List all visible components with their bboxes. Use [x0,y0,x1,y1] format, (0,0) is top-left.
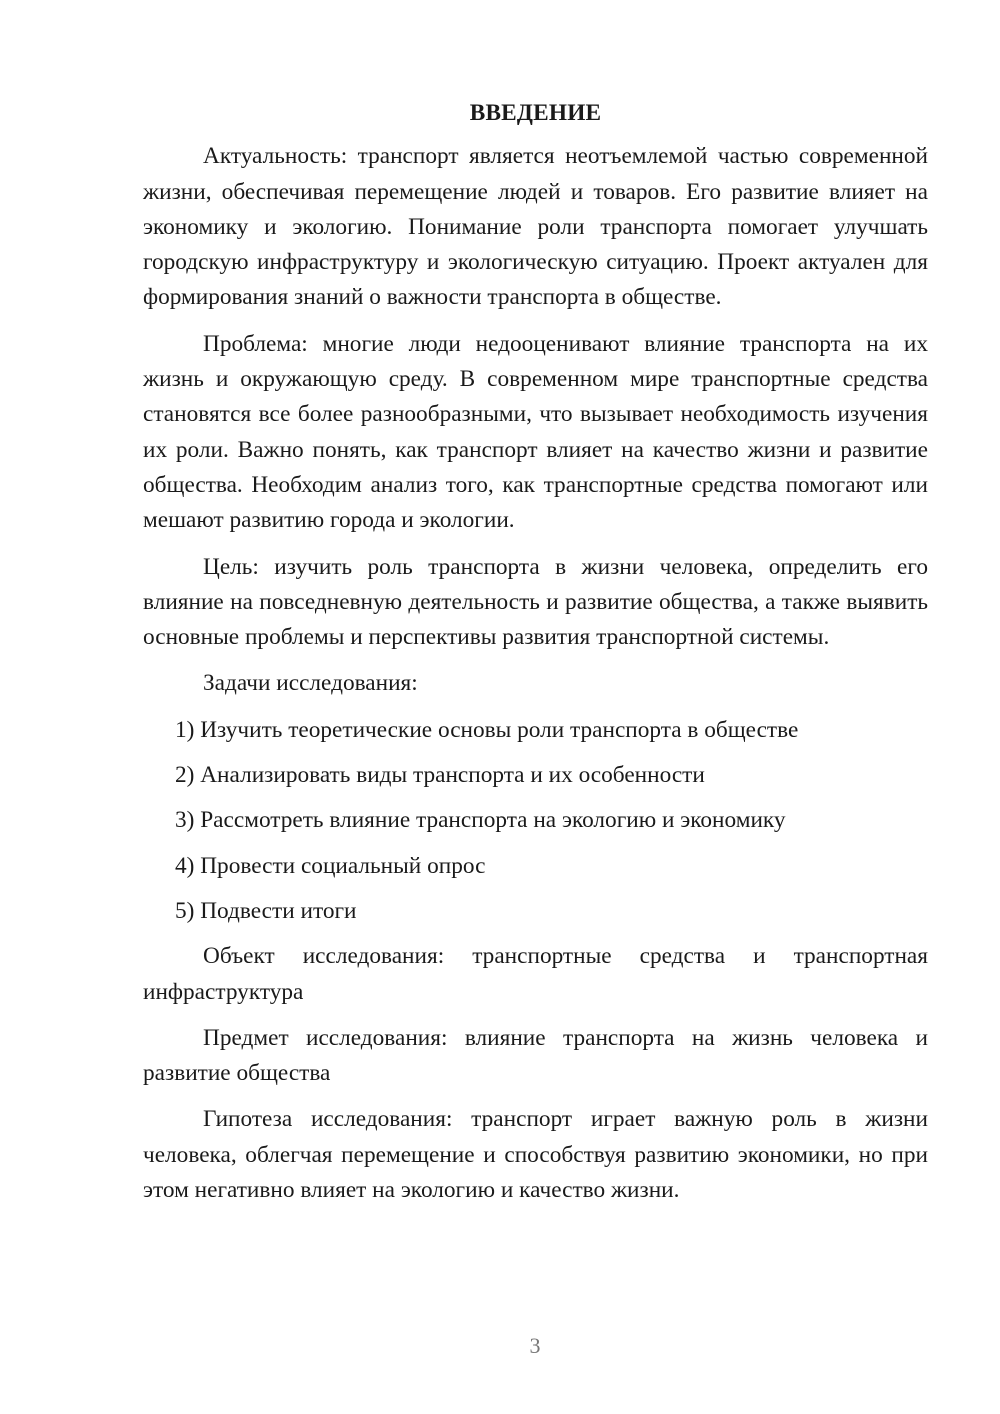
document-page [143,96,928,1219]
goal-paragraph: Цель: изучить роль транспорта в жизни человека, определить его влияние на повседневную деятельность и развитие общества, а также выявить основные проблемы и перспективы развития транспортной системы. [143,553,928,651]
list-item: 1) Изучить теоретические основы роли транспорта в обществе [175,716,799,743]
list-item: 4) Провести социальный опрос [175,852,486,879]
page-number: 3 [529,1333,541,1358]
list-item: 3) Рассмотреть влияние транспорта на экологию и экономику [175,807,786,834]
page-title: ВВЕДЕНИЕ [469,100,602,126]
object-paragraph: Объект исследования: транспортные средства и транспортная инфраструктура [143,943,928,1005]
hypothesis-paragraph: Гипотеза исследования: транспорт играет важную роль в жизни человека, облегчая перемещение и способствуя развитию экономики, но при этом негативно влияет на экологию и качество жизни. [143,1106,928,1204]
problem-paragraph: Проблема: многие люди недооценивают влияние транспорта на их жизнь и окружающую среду. В современном мире транспортные средства становятся все более разнообразными, что вызывает необходимость изучения их роли. Важно понять, как транспорт влияет на качество жизни и развитие общества. Необходим анализ того, как транспортные средства помогают или мешают развитию города и экологии. [143,330,928,534]
tasks-list [143,713,928,929]
list-item: 5) Подвести итоги [175,897,357,924]
tasks-heading: Задачи исследования: [203,670,418,697]
list-item: 2) Анализировать виды транспорта и их особенности [175,762,705,789]
relevance-paragraph: Актуальность: транспорт является неотъемлемой частью современной жизни, обеспечивая перемещение людей и товаров. Его развитие влияет на экономику и экологию. Понимание роли транспорта помогает улучшать городскую инфраструктуру и экологическую ситуацию. Проект актуален для формирования знаний о важности транспорта в обществе. [143,143,928,311]
subject-paragraph: Предмет исследования: влияние транспорта на жизнь человека и развитие общества [143,1024,928,1087]
